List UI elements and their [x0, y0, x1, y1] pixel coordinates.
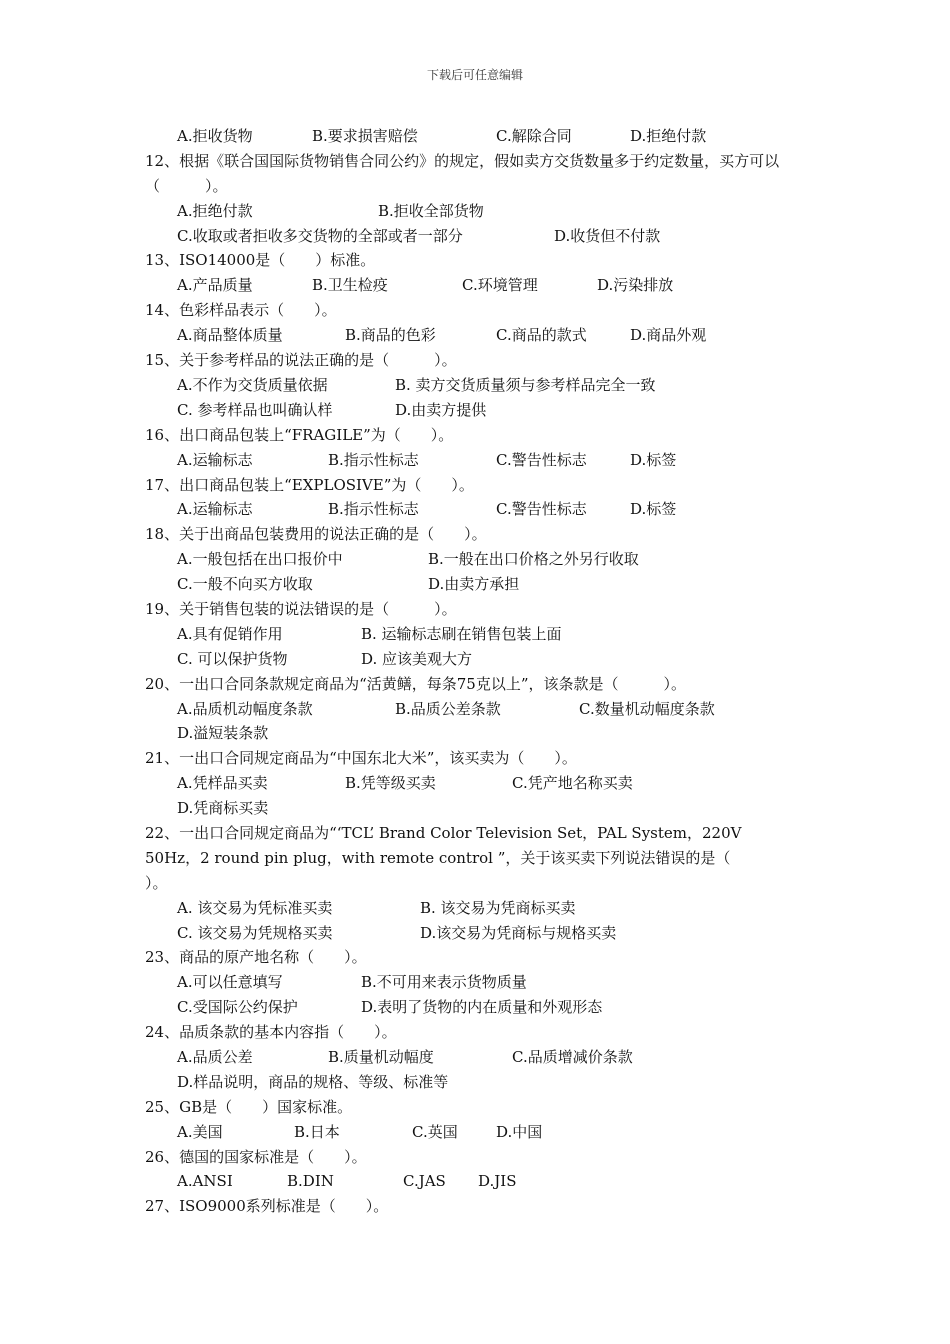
option-b: B.DIN	[287, 1172, 334, 1191]
question-stem: 19、关于销售包装的说法错误的是（ ）。	[145, 599, 457, 618]
option-b: B.不可用来表示货物质量	[361, 973, 527, 992]
option-c: C.JAS	[403, 1172, 446, 1191]
option-b: B.凭等级买卖	[345, 774, 436, 793]
option-a: A.运输标志	[177, 500, 253, 519]
option-d: D. 应该美观大方	[361, 649, 473, 668]
q22-options-row2	[145, 921, 815, 946]
option-c: C.环境管理	[462, 276, 538, 295]
option-d: D.商品外观	[630, 326, 707, 345]
q20-options-row2	[145, 721, 815, 746]
option-a: A.不作为交货质量依据	[177, 375, 328, 394]
question-stem: 12、根据《联合国国际货物销售合同公约》的规定，假如卖方交货数量多于约定数量，买方可以（ ）。	[145, 151, 780, 195]
q23-options-row1	[145, 970, 815, 995]
question-stem: 24、品质条款的基本内容指（ ）。	[145, 1023, 397, 1042]
option-d: D.污染排放	[597, 276, 674, 295]
q13-options	[145, 273, 815, 298]
q21-options-row1	[145, 771, 815, 796]
option-c: C. 该交易为凭规格买卖	[177, 923, 333, 942]
option-b: B. 该交易为凭商标买卖	[420, 898, 576, 917]
option-a: A.ANSI	[177, 1172, 233, 1191]
q20-options-row1	[145, 697, 815, 722]
question-stem: 25、GB是（ ）国家标准。	[145, 1097, 353, 1116]
option-c: C.警告性标志	[496, 450, 587, 469]
option-b: B.指示性标志	[328, 450, 419, 469]
option-c: C. 可以保护货物	[177, 649, 288, 668]
question-list	[145, 124, 815, 1219]
option-c: C.品质增减价条款	[512, 1047, 633, 1066]
option-a: A.可以任意填写	[177, 973, 283, 992]
q26-options	[145, 1169, 815, 1194]
option-b: B.日本	[294, 1122, 340, 1141]
option-d: D.凭商标买卖	[177, 799, 269, 818]
option-c: C.警告性标志	[496, 500, 587, 519]
option-a: A.运输标志	[177, 450, 253, 469]
q19-options-row1	[145, 622, 815, 647]
question-stem: 18、关于出商品包装费用的说法正确的是（ ）。	[145, 525, 487, 544]
option-a: A.商品整体质量	[177, 326, 283, 345]
option-d: D.由卖方提供	[395, 400, 487, 419]
option-a: A. 该交易为凭标准买卖	[177, 898, 333, 917]
q12-options-row1	[145, 199, 815, 224]
option-d: D.该交易为凭商标与规格买卖	[420, 923, 617, 942]
question-stem: 16、出口商品包装上“FRAGILE”为（ ）。	[145, 425, 454, 444]
option-c: C.数量机动幅度条款	[579, 699, 715, 718]
option-d: D.收货但不付款	[554, 226, 661, 245]
option-b: B.质量机动幅度	[328, 1047, 434, 1066]
option-a: A.美国	[177, 1122, 223, 1141]
option-b: B.指示性标志	[328, 500, 419, 519]
option-d: D.溢短装条款	[177, 724, 269, 743]
option-d: D.拒绝付款	[630, 127, 707, 145]
question-stem-line2: 50Hz，2 round pin plug，with remote control ”，关于该买卖下列说法错误的是（	[145, 848, 731, 867]
question-stem: 27、ISO9000系列标准是（ ）。	[145, 1197, 389, 1216]
option-a: A.凭样品买卖	[177, 774, 268, 793]
q23-options-row2	[145, 995, 815, 1020]
page-header: 下载后可任意编辑	[426, 68, 523, 82]
question-stem: 26、德国的国家标准是（ ）。	[145, 1147, 367, 1166]
option-b: B.一般在出口价格之外另行收取	[428, 550, 639, 569]
option-c: C.凭产地名称买卖	[512, 774, 633, 793]
question-stem: 14、色彩样品表示（ ）。	[145, 301, 337, 320]
q18-options-row1	[145, 547, 815, 572]
option-a: A.一般包括在出口报价中	[177, 550, 343, 569]
question-stem: 13、ISO14000是（ ）标准。	[145, 251, 376, 270]
option-c: C.收取或者拒收多交货物的全部或者一部分	[177, 226, 463, 245]
option-d: D.由卖方承担	[428, 575, 520, 594]
q15-options-row1	[145, 373, 815, 398]
option-a: A.品质机动幅度条款	[177, 699, 313, 718]
option-a: A.拒绝付款	[177, 201, 253, 220]
option-c: C.英国	[412, 1122, 458, 1141]
option-b: B.品质公差条款	[395, 699, 501, 718]
q14-options	[145, 323, 815, 348]
q24-options-row2	[145, 1070, 815, 1095]
question-stem: 23、商品的原产地名称（ ）。	[145, 948, 367, 967]
q24-options-row1	[145, 1045, 815, 1070]
option-d: D.样品说明，商品的规格、等级、标准等	[177, 1072, 449, 1091]
option-b: B.商品的色彩	[345, 326, 436, 345]
option-a: A.产品质量	[177, 276, 253, 295]
q19-options-row2	[145, 647, 815, 672]
option-b: B.拒收全部货物	[378, 201, 484, 220]
question-stem: 21、一出口合同规定商品为“中国东北大米”，该买卖为（ ）。	[145, 749, 577, 768]
option-c: C.受国际公约保护	[177, 998, 298, 1017]
q18-options-row2	[145, 572, 815, 597]
option-a: A.具有促销作用	[177, 624, 283, 643]
q17-options	[145, 497, 815, 522]
option-d: D.JIS	[478, 1172, 517, 1191]
option-b: B.要求损害赔偿	[312, 127, 418, 145]
question-stem: 17、出口商品包装上“EXPLOSIVE”为（ ）。	[145, 475, 474, 494]
q25-options	[145, 1120, 815, 1145]
option-b: B.卫生检疫	[312, 276, 388, 295]
option-c: C.解除合同	[496, 127, 572, 145]
q11-options	[145, 124, 815, 149]
option-a: A.品质公差	[177, 1047, 253, 1066]
q12-options-row2	[145, 224, 815, 249]
option-d: D.中国	[496, 1122, 543, 1141]
q22-options-row1	[145, 896, 815, 921]
option-c: C.一般不向买方收取	[177, 575, 313, 594]
q15-options-row2	[145, 398, 815, 423]
option-b: B. 运输标志刷在销售包装上面	[361, 624, 562, 643]
option-d: D.表明了货物的内在质量和外观形态	[361, 998, 603, 1017]
option-d: D.标签	[630, 500, 677, 519]
question-stem: 15、关于参考样品的说法正确的是（ ）。	[145, 351, 457, 370]
option-b: B. 卖方交货质量须与参考样品完全一致	[395, 375, 656, 394]
q21-options-row2	[145, 796, 815, 821]
option-d: D.标签	[630, 450, 677, 469]
option-a: A.拒收货物	[177, 127, 253, 145]
question-stem-line3: ）。	[145, 873, 168, 892]
question-stem-line1: 22、一出口合同规定商品为“‘TCL’ Brand Color Television Set，PAL System，220V	[145, 823, 742, 842]
question-stem: 20、一出口合同条款规定商品为“活黄鳝，每条75克以上”，该条款是（ ）。	[145, 674, 687, 693]
option-c: C.商品的款式	[496, 326, 587, 345]
option-c: C. 参考样品也叫确认样	[177, 400, 333, 419]
q16-options	[145, 448, 815, 473]
